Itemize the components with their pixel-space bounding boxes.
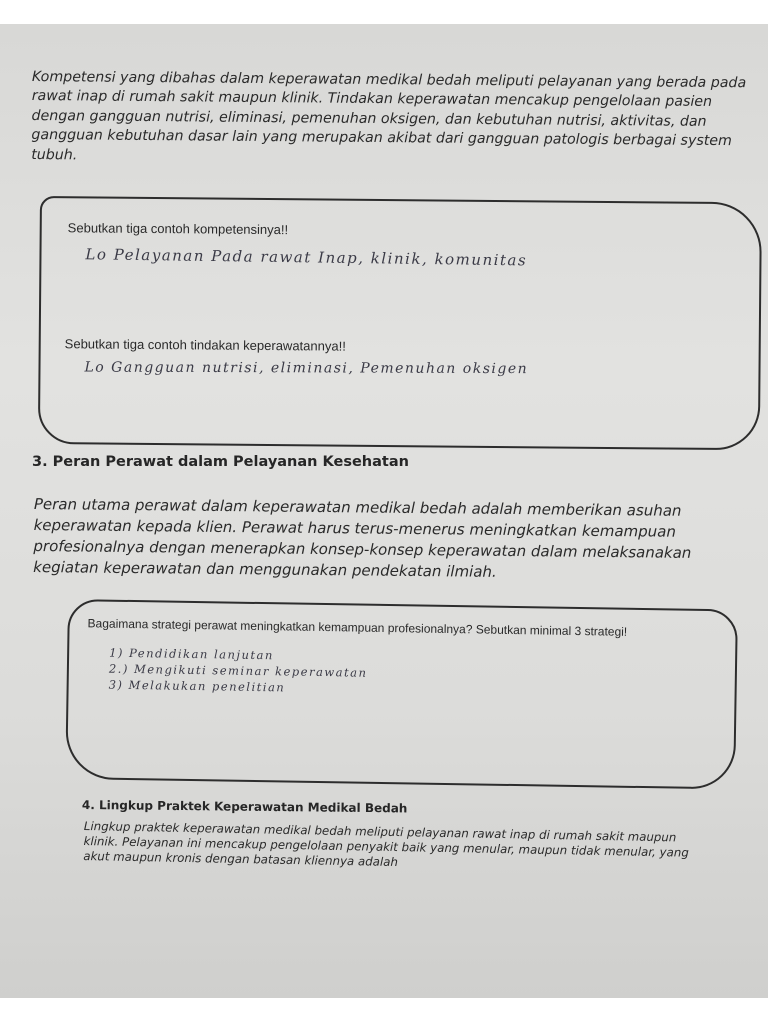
answer-strategy-1: 1) Pendidikan lanjutan xyxy=(109,645,274,663)
answer-strategy-3: 3) Melakukan penelitian xyxy=(108,677,286,695)
document-page xyxy=(0,24,768,998)
answer-nursing-actions: Lo Gangguan nutrisi, eliminasi, Pemenuhan oksigen xyxy=(84,359,529,378)
section-4-paragraph: Lingkup praktek keperawatan medikal bedah meliputi pelayanan rawat inap di rumah sakit maupun klinik. Pelayanan ini mencakup pengelolaan penyakit baik yang menular, maupun tidak menular, yang akut maupun kronis dengan batasan kliennya adalah xyxy=(83,819,689,870)
question-strategies: Bagaimana strategi perawat meningkatkan kemampuan profesionalnya? Sebutkan minimal 3 strategi! xyxy=(87,616,628,639)
section-3-paragraph: Peran utama perawat dalam keperawatan medikal bedah adalah memberikan asuhan keperawatan kepada klien. Perawat harus terus-menerus meningkatkan kemampuan profesionalnya dengan menerapkan konsep-konsep keperawatan dalam melaksanakan kegiatan keperawatan dan menggunakan pendekatan ilmiah. xyxy=(33,494,692,581)
intro-paragraph: Kompetensi yang dibahas dalam keperawatan medikal bedah meliputi pelayanan yang berada pada rawat inap di rumah sakit maupun klinik. Tindakan keperawatan mencakup pengelolaan pasien dengan gangguan nutrisi, eliminasi, pemenuhan oksigen, dan kebutuhan nutrisi, aktivitas, dan gangguan kebutuhan dasar lain yang merupakan akibat dari gangguan patologis berbagai system tubuh. xyxy=(31,68,747,164)
answer-competencies: Lo Pelayanan Pada rawat Inap, klinik, komunitas xyxy=(85,245,528,270)
question-box-competencies xyxy=(38,196,762,450)
section-4-heading: 4. Lingkup Praktek Keperawatan Medikal Bedah xyxy=(81,798,408,816)
answer-strategy-2: 2.) Mengikuti seminar keperawatan xyxy=(108,661,368,680)
section-3-heading: 3. Peran Perawat dalam Pelayanan Kesehatan xyxy=(32,454,409,470)
question-competencies: Sebutkan tiga contoh kompetensinya!! xyxy=(67,220,289,238)
question-box-strategies xyxy=(65,599,738,790)
question-nursing-actions: Sebutkan tiga contoh tindakan keperawatannya!! xyxy=(64,336,346,354)
